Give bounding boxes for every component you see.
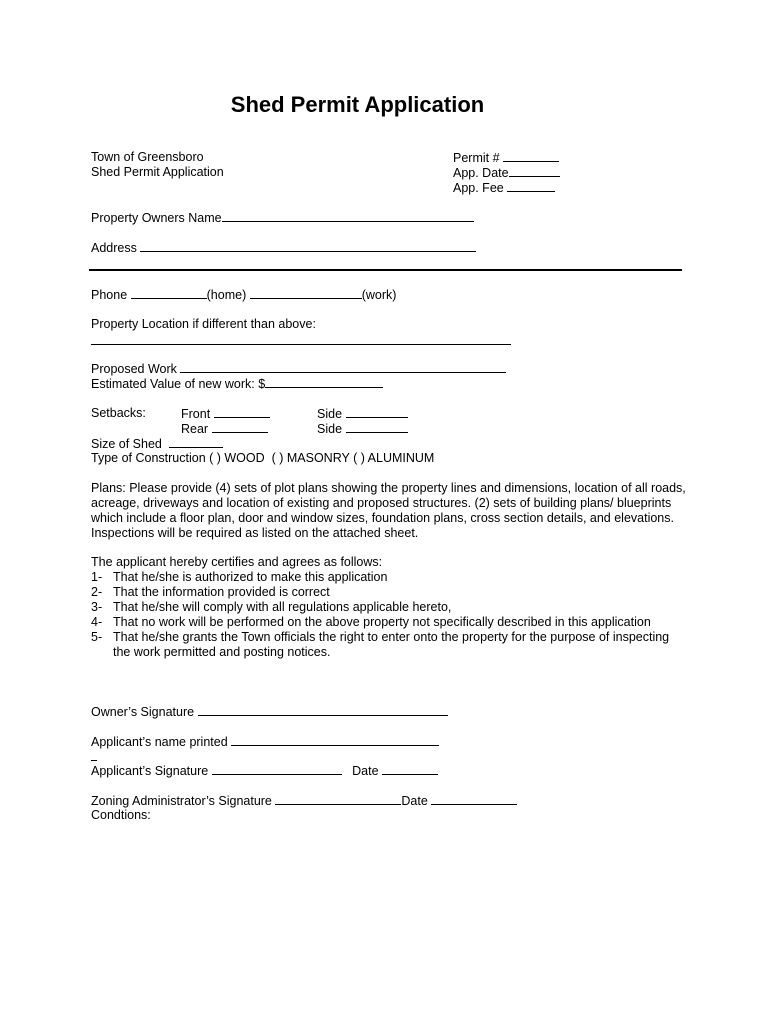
setback-front-field[interactable] xyxy=(181,406,270,422)
applicant-signature-label: Applicant’s Signature xyxy=(91,764,209,778)
certify-num-2: 2- xyxy=(91,585,103,599)
setback-front-label: Front xyxy=(181,407,211,421)
certify-item-3: That he/she will comply with all regulations applicable hereto, xyxy=(113,600,452,614)
setback-side2-label: Side xyxy=(317,422,343,436)
setback-rear-field[interactable] xyxy=(181,421,268,437)
property-location-label: Property Location if different than above: xyxy=(91,317,316,331)
setback-side2-field[interactable] xyxy=(317,421,408,437)
zoning-signature-field[interactable] xyxy=(91,793,517,809)
owner-signature-field[interactable] xyxy=(91,704,448,720)
certify-num-3: 3- xyxy=(91,600,103,614)
phone-home-blank[interactable] xyxy=(131,287,207,299)
plans-line-4: Inspections will be required as listed on the attached sheet. xyxy=(91,526,419,540)
applicant-name-blank[interactable] xyxy=(231,734,439,746)
phone-home-label: (home) xyxy=(206,288,247,302)
permit-number-blank[interactable] xyxy=(503,150,559,162)
app-date-field[interactable] xyxy=(453,165,560,181)
phone-work-label: (work) xyxy=(361,288,397,302)
applicant-signature-field[interactable] xyxy=(91,763,438,779)
address-field[interactable] xyxy=(91,240,476,256)
plans-line-3: which include a floor plan, door and window sizes, foundation plans, cross section details, and elevations. xyxy=(91,511,674,525)
shed-size-blank[interactable] xyxy=(169,436,223,448)
form-name: Shed Permit Application xyxy=(91,165,224,179)
owner-signature-label: Owner’s Signature xyxy=(91,705,195,719)
plans-line-2: acreage, driveways and location of existing and proposed structures. (2) sets of building plans/ blueprints xyxy=(91,496,672,510)
estimated-value-blank[interactable] xyxy=(265,376,383,388)
proposed-work-blank[interactable] xyxy=(180,361,506,373)
applicant-name-label: Applicant’s name printed xyxy=(91,735,228,749)
certify-item-5: That he/she grants the Town officials the right to enter onto the property for the purpose of inspecting xyxy=(113,630,670,644)
certify-num-1: 1- xyxy=(91,570,103,584)
setback-side1-field[interactable] xyxy=(317,406,408,422)
setback-side2-blank[interactable] xyxy=(346,421,408,433)
app-fee-blank[interactable] xyxy=(507,180,555,192)
proposed-work-field[interactable] xyxy=(91,361,506,377)
applicant-date-blank[interactable] xyxy=(382,763,438,775)
plans-line-1: Plans: Please provide (4) sets of plot plans showing the property lines and dimensions, location of all roads, xyxy=(91,481,686,495)
zoning-signature-blank[interactable] xyxy=(275,793,401,805)
app-fee-label: App. Fee xyxy=(453,181,504,195)
owner-signature-blank[interactable] xyxy=(198,704,448,716)
property-location-blank[interactable] xyxy=(91,344,511,345)
permit-number-label: Permit # xyxy=(453,151,500,165)
setback-rear-blank[interactable] xyxy=(212,421,268,433)
phone-work-blank[interactable] xyxy=(250,287,362,299)
construction-type-options[interactable]: Type of Construction ( ) WOOD ( ) MASONRY ( ) ALUMINUM xyxy=(91,451,435,465)
certify-item-2: That the information provided is correct xyxy=(113,585,330,599)
certify-intro: The applicant hereby certifies and agrees as follows: xyxy=(91,555,383,569)
app-fee-field[interactable] xyxy=(453,180,555,196)
permit-number-field[interactable] xyxy=(453,150,559,166)
form-title: Shed Permit Application xyxy=(230,92,485,117)
estimated-value-field[interactable] xyxy=(91,376,383,392)
zoning-date-label: Date xyxy=(401,794,428,808)
conditions-label: Condtions: xyxy=(91,808,151,822)
setback-side1-blank[interactable] xyxy=(346,406,408,418)
applicant-name-field[interactable] xyxy=(91,734,439,750)
setback-rear-label: Rear xyxy=(181,422,209,436)
zoning-date-blank[interactable] xyxy=(431,793,517,805)
applicant-date-label: Date xyxy=(352,764,379,778)
proposed-work-label: Proposed Work xyxy=(91,362,177,376)
setback-side1-label: Side xyxy=(317,407,343,421)
app-date-blank[interactable] xyxy=(509,165,560,177)
shed-size-field[interactable] xyxy=(91,436,223,452)
certify-item-5-cont: the work permitted and posting notices. xyxy=(113,645,331,659)
estimated-value-label: Estimated Value of new work: $ xyxy=(91,377,266,391)
zoning-signature-label: Zoning Administrator’s Signature xyxy=(91,794,272,808)
shed-size-label: Size of Shed xyxy=(91,437,162,451)
certify-item-4: That no work will be performed on the above property not specifically described in this application xyxy=(113,615,651,629)
certify-num-4: 4- xyxy=(91,615,103,629)
phone-field[interactable] xyxy=(91,287,396,303)
address-label: Address xyxy=(91,241,137,255)
applicant-signature-blank[interactable] xyxy=(212,763,342,775)
section-divider xyxy=(89,269,682,271)
certify-num-5: 5- xyxy=(91,630,103,644)
owner-name-blank[interactable] xyxy=(222,210,474,222)
town-name: Town of Greensboro xyxy=(91,150,204,164)
owner-name-field[interactable] xyxy=(91,210,474,226)
phone-label: Phone xyxy=(91,288,128,302)
address-blank[interactable] xyxy=(140,240,476,252)
setback-front-blank[interactable] xyxy=(214,406,270,418)
certify-item-1: That he/she is authorized to make this application xyxy=(113,570,388,584)
setbacks-label: Setbacks: xyxy=(91,406,146,420)
app-date-label: App. Date xyxy=(453,166,509,180)
owner-name-label: Property Owners Name xyxy=(91,211,222,225)
stray-mark xyxy=(91,760,97,761)
